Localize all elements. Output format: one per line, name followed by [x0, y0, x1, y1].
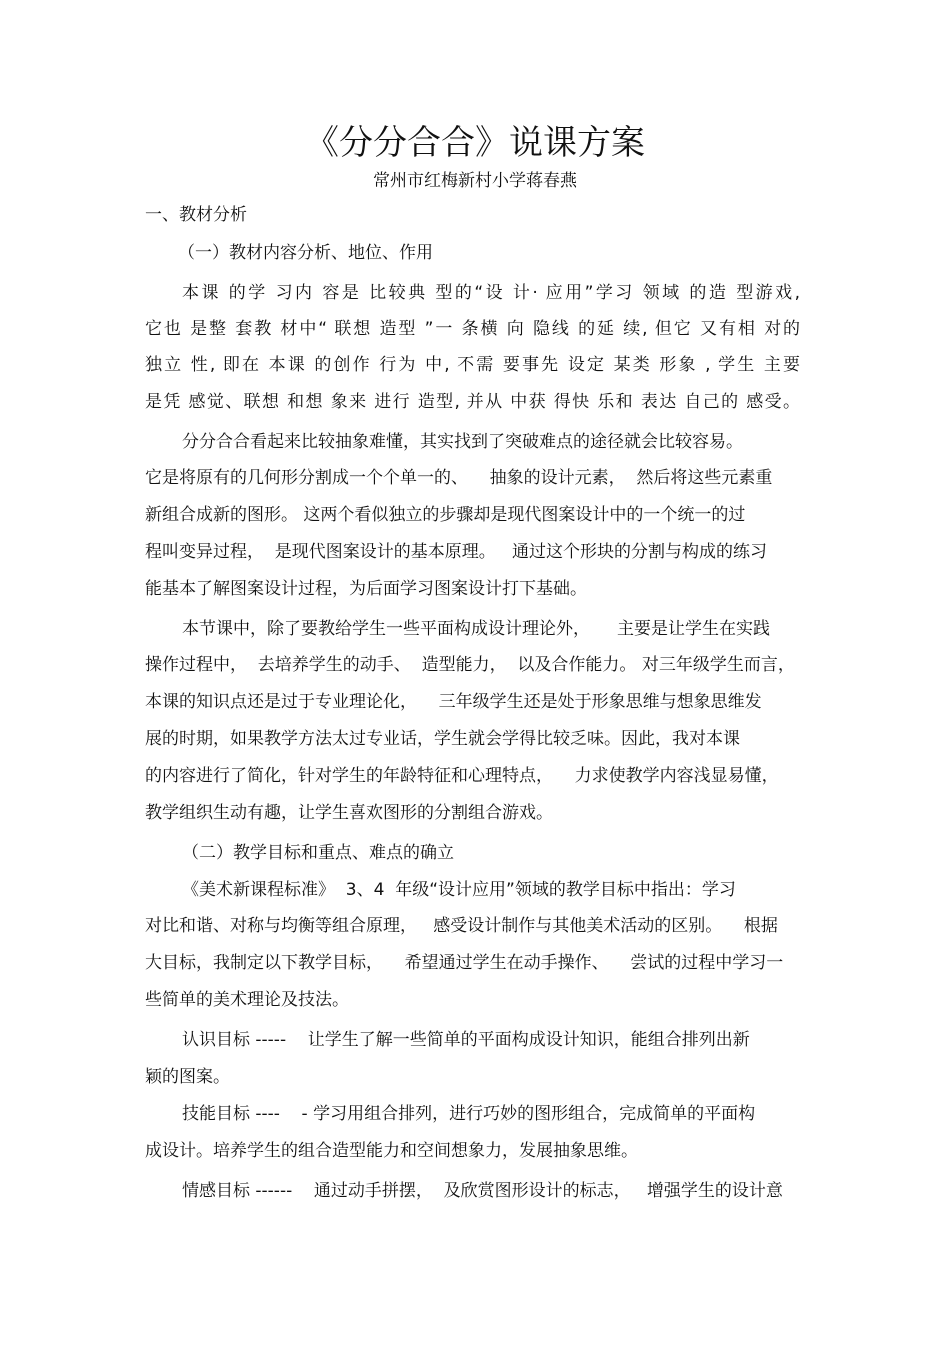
paragraph-line: 它是将原有的几何形分割成一个个单一的、 抽象的设计元素， 然后将这些元素重 [145, 468, 773, 488]
paragraph-line: 本课的知识点还是过于专业理论化， 三年级学生还是处于形象思维与想象思维发 [145, 692, 762, 712]
paragraph-line: 成设计。培养学生的组合造型能力和空间想象力，发展抽象思维。 [145, 1141, 638, 1161]
paragraph-line: 认识目标 ----- 让学生了解一些简单的平面构成设计知识，能组合排列出新 [182, 1030, 750, 1050]
paragraph-line: 独立 性, 即在 本课 的创作 行为 中, 不需 要事先 设定 某类 形象 , 学生 主要 [145, 355, 800, 375]
paragraph-line: 是凭 感觉、联想 和想 象来 进行 造型, 并从 中获 得快 乐和 表达 自己的 感受。 [145, 392, 800, 412]
paragraph-line: 教学组织生动有趣，让学生喜欢图形的分割组合游戏。 [145, 803, 553, 823]
paragraph-line: 本节课中，除了要教给学生一些平面构成设计理论外， 主要是让学生在实践 [182, 619, 771, 639]
paragraph-line: 的内容进行了简化，针对学生的年龄特征和心理特点， 力求使教学内容浅显易懂， [145, 766, 779, 786]
paragraph-line: 它也 是整 套教 材中“ 联想 造型 ”一 条横 向 隐线 的延 续, 但它 又有相 对的 [145, 319, 800, 339]
paragraph-line: 《美术新课程标准》 3、4 年级“设计应用”领域的教学目标中指出：学习 [182, 880, 736, 900]
paragraph-line: 技能目标 ---- - 学习用组合排列，进行巧妙的图形组合，完成简单的平面构 [182, 1104, 756, 1124]
paragraph-line: 颖的图案。 [145, 1067, 230, 1087]
paragraph-line: 展的时期，如果教学方法太过专业话，学生就会学得比较乏味。因此，我对本课 [145, 729, 740, 749]
paragraph-line: 新组合成新的图形。 这两个看似独立的步骤却是现代图案设计中的一个统一的过 [145, 505, 746, 525]
paragraph-line: 分分合合看起来比较抽象难懂，其实找到了突破难点的途径就会比较容易。 [182, 432, 743, 452]
document-title: 《分分合合》说课方案 [305, 123, 645, 163]
section-heading: 一、教材分析 [145, 205, 247, 225]
subsection-heading: （一）教材内容分析、地位、作用 [178, 243, 433, 263]
paragraph-line: 大目标，我制定以下教学目标， 希望通过学生在动手操作、 尝试的过程中学习一 [145, 953, 784, 973]
paragraph-line: 情感目标 ------ 通过动手拼摆， 及欣赏图形设计的标志， 增强学生的设计意 [182, 1181, 783, 1201]
paragraph-line: 对比和谐、对称与均衡等组合原理， 感受设计制作与其他美术活动的区别。 根据 [145, 916, 778, 936]
paragraph-line: 本课 的学 习内 容是 比较典 型的“设 计· 应用”学习 领域 的造 型游戏, [182, 283, 800, 303]
paragraph-line: 能基本了解图案设计过程，为后面学习图案设计打下基础。 [145, 579, 587, 599]
subsection-heading: （二）教学目标和重点、难点的确立 [182, 843, 454, 863]
paragraph-line: 操作过程中， 去培养学生的动手、 造型能力， 以及合作能力。 对三年级学生而言， [145, 655, 795, 675]
author-line: 常州市红梅新村小学蒋春燕 [373, 171, 577, 191]
paragraph-line: 些简单的美术理论及技法。 [145, 990, 349, 1010]
paragraph-line: 程叫变异过程， 是现代图案设计的基本原理。 通过这个形块的分割与构成的练习 [145, 542, 768, 562]
